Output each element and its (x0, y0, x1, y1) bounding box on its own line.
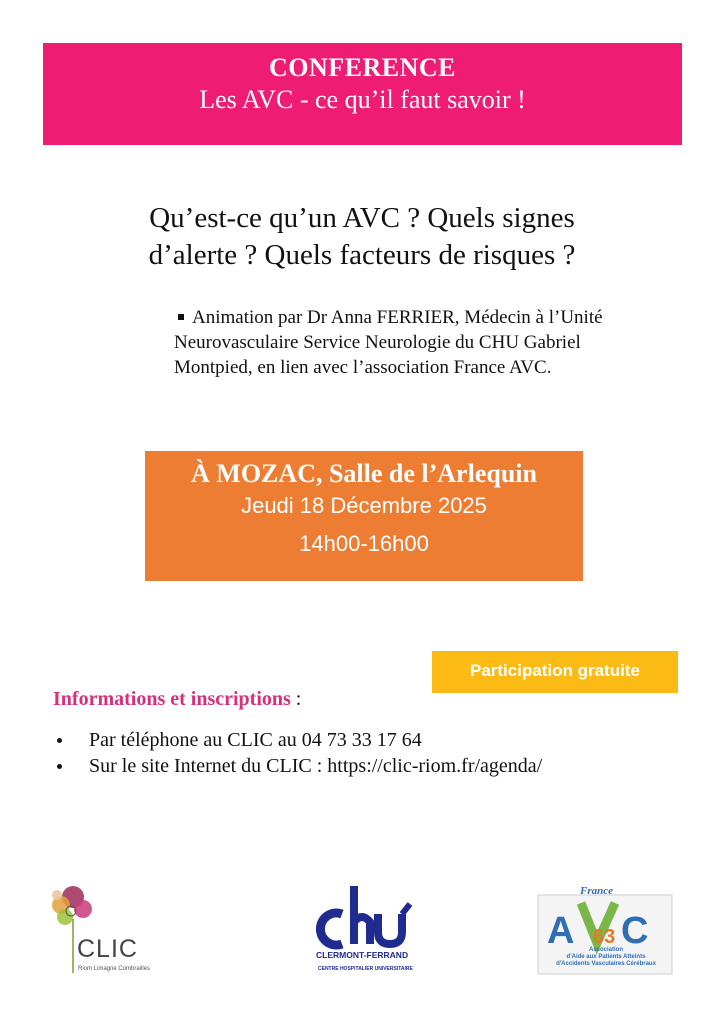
event-date: Jeudi 18 Décembre 2025 (241, 493, 487, 518)
question-heading (40, 200, 684, 274)
avc-line-3: d'Accidents Vasculaires Cérébraux (556, 961, 656, 967)
svg-text:63: 63 (593, 926, 616, 948)
question-line-1: Qu’est-ce qu’un AVC ? Quels signes (149, 202, 575, 234)
event-place: À MOZAC, Salle de l’Arlequin (191, 459, 537, 488)
banner-subtitle: Les AVC - ce qu’il faut savoir ! (199, 85, 526, 114)
clic-name: CLIC (77, 935, 138, 963)
info-website[interactable]: Sur le site Internet du CLIC : https://clic-riom.fr/agenda/ (89, 755, 543, 777)
list-item (53, 727, 542, 753)
animation-line-1: Animation par Dr Anna FERRIER, Médecin à l’Unité (192, 307, 603, 328)
question-line-2: d’alerte ? Quels facteurs de risques ? (148, 239, 576, 271)
info-colon: : (290, 688, 302, 710)
conference-banner (43, 43, 682, 145)
banner-title: CONFERENCE (268, 53, 456, 82)
clic-subtitle: Riom Limagne Combrailles (78, 966, 151, 972)
avc-line-2: d'Aide aux Patients Atteints (566, 954, 646, 960)
animation-paragraph (174, 305, 694, 380)
chu-name: CLERMONT-FERRAND (316, 950, 409, 960)
bullet-icon (57, 764, 62, 769)
event-time: 14h00-16h00 (299, 531, 429, 556)
bullet-icon (57, 738, 62, 743)
chu-logo (312, 886, 418, 978)
info-list (53, 727, 542, 779)
square-bullet-icon (178, 314, 184, 320)
free-participation-badge: Participation gratuite (432, 651, 678, 693)
animation-line-3: Montpied, en lien avec l’association France AVC. (174, 357, 552, 378)
svg-text:C: C (621, 910, 649, 952)
event-box (145, 451, 583, 581)
info-heading (53, 688, 301, 711)
info-title: Informations et inscriptions (53, 688, 291, 710)
avc-france-label: France (580, 885, 613, 897)
svg-text:A: A (547, 910, 575, 952)
avc-line-1: Association (588, 947, 623, 953)
animation-line-2: Neurovasculaire Service Neurologie du CHU Gabriel (174, 332, 581, 353)
list-item (53, 753, 542, 779)
avc-association-text (541, 947, 671, 968)
chu-subtitle: CENTRE HOSPITALIER UNIVERSITAIRE (318, 966, 413, 972)
info-phone: Par téléphone au CLIC au 04 73 33 17 64 (89, 729, 422, 751)
